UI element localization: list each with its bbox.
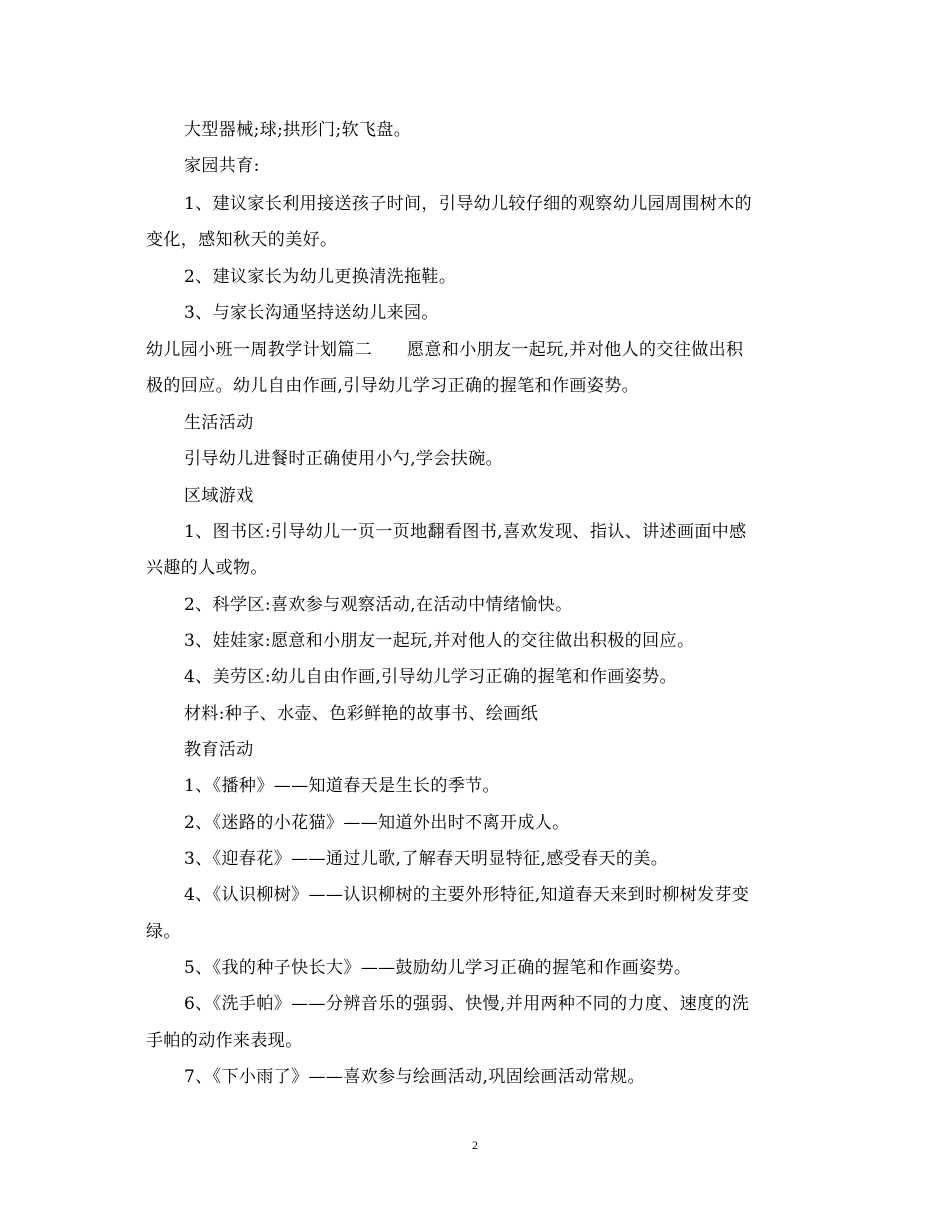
- edu-item-3: 3、《迎春花》——通过儿歌,了解春天明显特征,感受春天的美。: [184, 849, 669, 869]
- edu-item-7: 7、《下小雨了》——喜欢参与绘画活动,巩固绘画活动常规。: [184, 1067, 645, 1087]
- area-item-4: 4、美劳区:幼儿自由作画,引导幼儿学习正确的握笔和作画姿势。: [184, 667, 677, 687]
- edu-item-4-line-2: 绿。: [146, 922, 181, 942]
- list-item-2: 2、建议家长为幼儿更换清洗拖鞋。: [184, 267, 457, 287]
- heading-education-activities: 教育活动: [184, 740, 254, 760]
- heading-area-games: 区域游戏: [184, 486, 254, 506]
- list-item-1-line-2: 变化，感知秋天的美好。: [146, 230, 338, 250]
- list-item-3: 3、与家长沟通坚持送幼儿来园。: [184, 303, 439, 323]
- section-title-plan-two: 幼儿园小班一周教学计划篇二 愿意和小朋友一起玩,并对他人的交往做出积: [146, 340, 744, 360]
- heading-home-school: 家园共育:: [184, 156, 260, 176]
- materials-line: 材料:种子、水壶、色彩鲜艳的故事书、绘画纸: [184, 704, 539, 724]
- edu-item-1: 1、《播种》——知道春天是生长的季节。: [184, 776, 500, 796]
- daily-activity-text: 引导幼儿进餐时正确使用小勺,学会扶碗。: [184, 449, 504, 469]
- heading-daily-activity: 生活活动: [184, 413, 254, 433]
- plan-two-line-2: 极的回应。幼儿自由作画,引导幼儿学习正确的握笔和作画姿势。: [146, 376, 640, 396]
- list-item-1-line-1: 1、建议家长利用接送孩子时间，引导幼儿较仔细的观察幼儿园周围树木的: [184, 194, 753, 214]
- edu-item-6-line-2: 手帕的动作来表现。: [146, 1031, 303, 1051]
- edu-item-6-line-1: 6、《洗手帕》——分辨音乐的强弱、快慢,并用两种不同的力度、速度的洗: [184, 994, 750, 1014]
- area-item-1-line-2: 兴趣的人或物。: [146, 558, 268, 578]
- edu-item-4-line-1: 4、《认识柳树》——认识柳树的主要外形特征,知道春天来到时柳树发芽变: [184, 885, 750, 905]
- area-item-2: 2、科学区:喜欢参与观察活动,在活动中情绪愉快。: [184, 595, 573, 615]
- text-line-equipment: 大型器械;球;拱形门;软飞盘。: [184, 120, 412, 140]
- edu-item-2: 2、《迷路的小花猫》——知道外出时不离开成人。: [184, 813, 570, 833]
- edu-item-5: 5、《我的种子快长大》——鼓励幼儿学习正确的握笔和作画姿势。: [184, 958, 692, 978]
- area-item-3: 3、娃娃家:愿意和小朋友一起玩,并对他人的交往做出积极的回应。: [184, 631, 695, 651]
- area-item-1-line-1: 1、图书区:引导幼儿一页一页地翻看图书,喜欢发现、指认、讲述画面中感: [184, 522, 747, 542]
- page-number: 2: [472, 1138, 478, 1152]
